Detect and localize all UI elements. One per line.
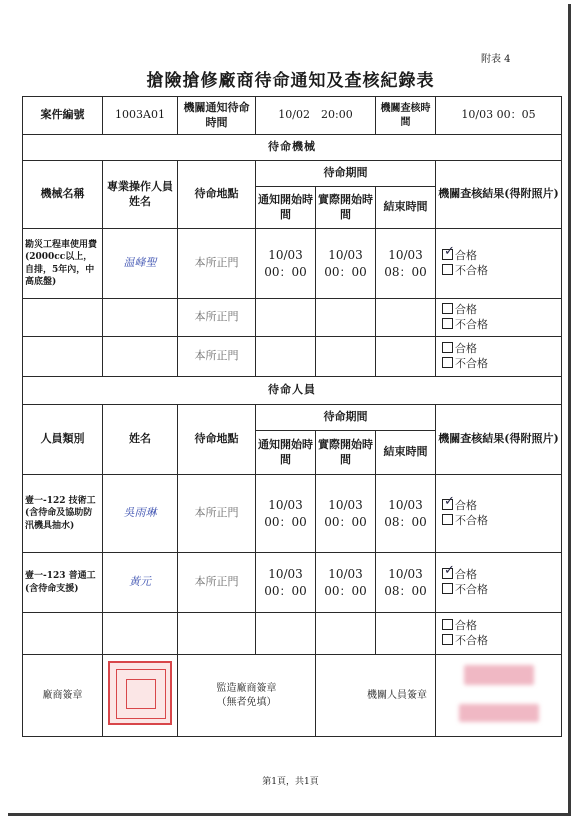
personnel-result xyxy=(436,475,562,553)
fail-label: 不合格 xyxy=(455,633,488,647)
personnel-end-header: 結束時間 xyxy=(376,431,436,475)
personnel-type: 壹一-123 普通工(含待命支援) xyxy=(23,553,103,613)
personnel-location: 本所正門 xyxy=(178,553,256,613)
appendix-label: 附表 4 xyxy=(481,54,511,65)
vendor-signature-label: 廠商簽章 xyxy=(23,655,103,737)
pass-checkbox[interactable] xyxy=(442,303,453,314)
pass-checkbox[interactable] xyxy=(442,342,453,353)
form-title: 搶險搶修廠商待命通知及查核紀錄表 xyxy=(146,71,435,91)
machine-name xyxy=(23,337,103,377)
personnel-notify-time xyxy=(256,613,316,655)
machine-notify-time xyxy=(256,299,316,337)
machine-end-time xyxy=(376,299,436,337)
personnel-actual-start-header: 實際開始時間 xyxy=(316,431,376,475)
personnel-result xyxy=(436,553,562,613)
machine-actual-time xyxy=(316,337,376,377)
pass-checkbox[interactable] xyxy=(442,493,455,510)
personnel-type xyxy=(23,613,103,655)
fail-checkbox[interactable] xyxy=(442,318,453,329)
personnel-end-time: 10/03 08：00 xyxy=(376,475,436,553)
machine-end-header: 結束時間 xyxy=(376,187,436,229)
pass-label: 合格 xyxy=(455,341,477,355)
machinery-row xyxy=(23,337,562,377)
fail-label: 不合格 xyxy=(455,356,488,370)
personnel-actual-time: 10/03 00：00 xyxy=(316,553,376,613)
machine-name-header: 機械名稱 xyxy=(23,161,103,229)
personnel-actual-time: 10/03 00：00 xyxy=(316,475,376,553)
personnel-signature xyxy=(103,613,178,655)
machine-actual-start-header: 實際開始時間 xyxy=(316,187,376,229)
machine-location-header: 待命地點 xyxy=(178,161,256,229)
personnel-name-header: 姓名 xyxy=(103,405,178,475)
machine-notify-time: 10/03 00：00 xyxy=(256,229,316,299)
header-row xyxy=(23,97,562,135)
personnel-actual-time xyxy=(316,613,376,655)
operator-signature xyxy=(103,337,178,377)
personnel-row xyxy=(23,475,562,553)
inspection-form xyxy=(22,96,562,737)
operator-header: 專業操作人員姓名 xyxy=(103,161,178,229)
pass-label: 合格 xyxy=(455,567,477,581)
personnel-type: 壹一-122 技術工(含待命及協助防汛機具抽水) xyxy=(23,475,103,553)
machinery-section-title: 待命機械 xyxy=(23,135,562,161)
personnel-notify-time: 10/03 00：00 xyxy=(256,475,316,553)
machine-end-time: 10/03 08：00 xyxy=(376,229,436,299)
check-mark-icon: ✓ xyxy=(444,243,455,259)
fail-checkbox[interactable] xyxy=(442,583,453,594)
machine-notify-start-header: 通知開始時間 xyxy=(256,187,316,229)
pass-label: 合格 xyxy=(455,302,477,316)
page-footer: 第1頁，共1頁 xyxy=(262,777,319,787)
inspect-time-value: 10/03 00：05 xyxy=(436,97,562,135)
machine-actual-time xyxy=(316,299,376,337)
supervisor-signature-label: 監造廠商簽章 xyxy=(216,683,277,694)
pass-label: 合格 xyxy=(455,498,477,512)
machinery-section-row xyxy=(23,135,562,161)
machine-location: 本所正門 xyxy=(178,299,256,337)
personnel-signature: 黃元 xyxy=(103,553,178,613)
personnel-section-row xyxy=(23,377,562,405)
signature-row xyxy=(23,655,562,737)
personnel-result xyxy=(436,613,562,655)
machine-result xyxy=(436,299,562,337)
machine-end-time xyxy=(376,337,436,377)
personnel-location xyxy=(178,613,256,655)
machine-location: 本所正門 xyxy=(178,337,256,377)
check-mark-icon: ✓ xyxy=(444,562,455,578)
personnel-header-row-1 xyxy=(23,405,562,431)
case-number-value: 1003A01 xyxy=(103,97,178,135)
vendor-stamp xyxy=(103,655,178,737)
operator-signature xyxy=(103,299,178,337)
fail-label: 不合格 xyxy=(455,582,488,596)
personnel-location-header: 待命地點 xyxy=(178,405,256,475)
inspect-time-label: 機關查核時間 xyxy=(376,97,436,135)
personnel-row xyxy=(23,553,562,613)
fail-checkbox[interactable] xyxy=(442,634,453,645)
personnel-location: 本所正門 xyxy=(178,475,256,553)
pass-label: 合格 xyxy=(455,248,477,262)
machinery-row xyxy=(23,229,562,299)
personnel-period-header: 待命期間 xyxy=(256,405,436,431)
fail-label: 不合格 xyxy=(455,263,488,277)
fail-checkbox[interactable] xyxy=(442,514,453,525)
personnel-section-title: 待命人員 xyxy=(23,377,562,405)
case-number-label: 案件編號 xyxy=(23,97,103,135)
machine-name: 勘災工程車使用費(2000cc以上，自排，5年內，中高底盤) xyxy=(23,229,103,299)
supervisor-signature-note: （無者免填） xyxy=(216,696,277,708)
machine-result xyxy=(436,229,562,299)
fail-checkbox[interactable] xyxy=(442,357,453,368)
vendor-seal-stamp xyxy=(108,661,172,725)
machine-period-header: 待命期間 xyxy=(256,161,436,187)
personnel-type-header: 人員類別 xyxy=(23,405,103,475)
machine-actual-time: 10/03 00：00 xyxy=(316,229,376,299)
personnel-row xyxy=(23,613,562,655)
fail-label: 不合格 xyxy=(455,317,488,331)
fail-checkbox[interactable] xyxy=(442,264,453,275)
machine-notify-time xyxy=(256,337,316,377)
machine-result xyxy=(436,337,562,377)
pass-checkbox[interactable] xyxy=(442,562,455,579)
machine-location: 本所正門 xyxy=(178,229,256,299)
fail-label: 不合格 xyxy=(455,513,488,527)
redacted-signature xyxy=(464,665,534,685)
supervisor-signature-cell xyxy=(178,655,316,737)
personnel-signature: 吳雨琳 xyxy=(103,475,178,553)
personnel-end-time: 10/03 08：00 xyxy=(376,553,436,613)
machine-result-header: 機關查核結果(得附照片) xyxy=(436,161,562,229)
notify-time-value: 10/02 20:00 xyxy=(256,97,376,135)
notify-time-label: 機關通知待命時間 xyxy=(178,97,256,135)
agency-signature xyxy=(436,655,562,737)
machinery-header-row-1 xyxy=(23,161,562,187)
personnel-notify-start-header: 通知開始時間 xyxy=(256,431,316,475)
redacted-signature xyxy=(459,704,539,722)
machine-name xyxy=(23,299,103,337)
personnel-notify-time: 10/03 00：00 xyxy=(256,553,316,613)
operator-signature: 温峰聖 xyxy=(103,229,178,299)
personnel-end-time xyxy=(376,613,436,655)
pass-checkbox[interactable] xyxy=(442,243,455,260)
check-mark-icon: ✓ xyxy=(444,493,455,509)
pass-checkbox[interactable] xyxy=(442,619,453,630)
pass-label: 合格 xyxy=(455,618,477,632)
personnel-result-header: 機關查核結果(得附照片) xyxy=(436,405,562,475)
machinery-row xyxy=(23,299,562,337)
agency-signature-label: 機關人員簽章 xyxy=(316,655,436,737)
